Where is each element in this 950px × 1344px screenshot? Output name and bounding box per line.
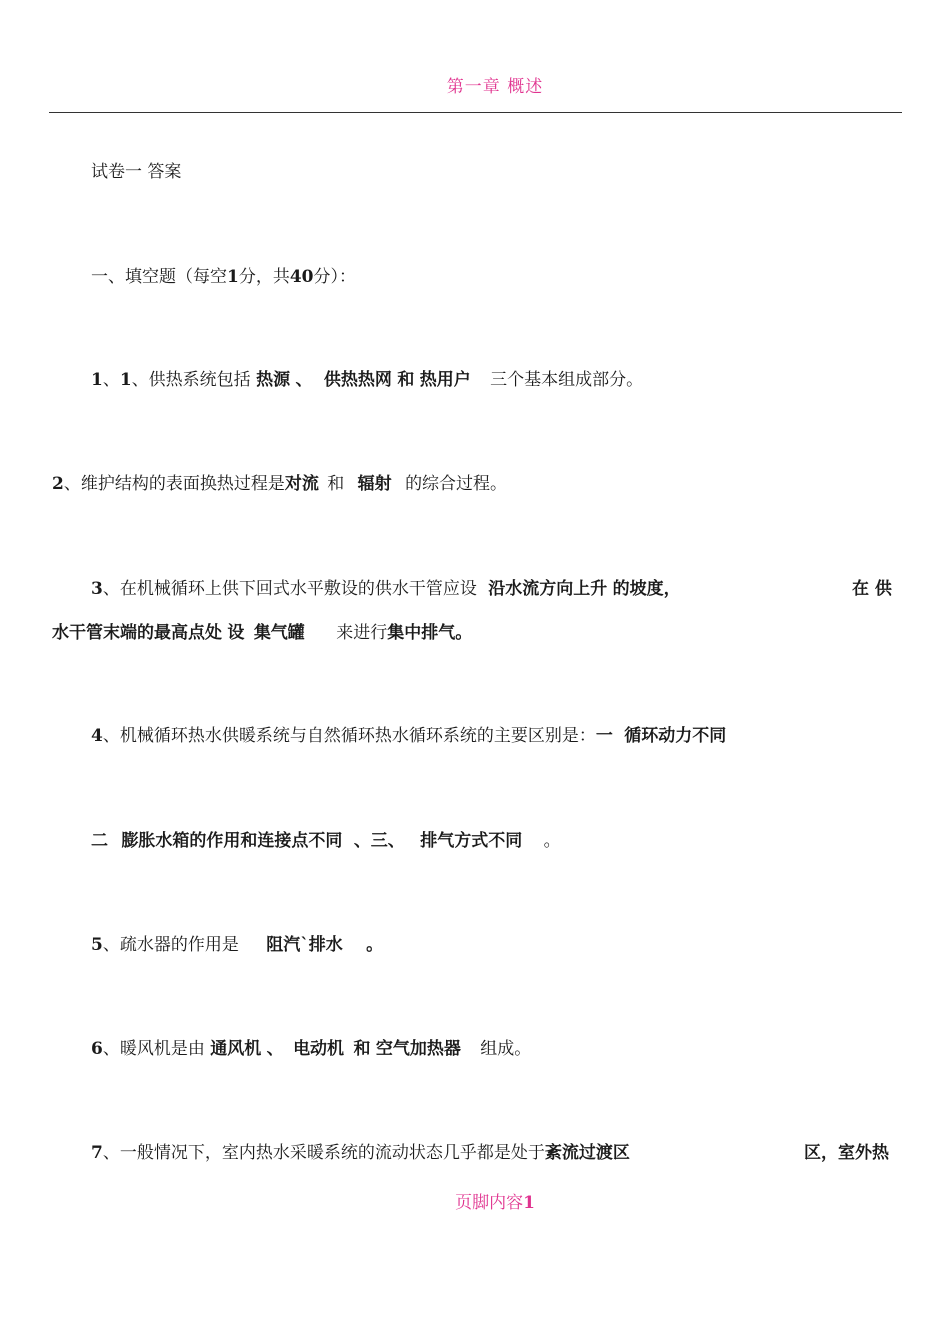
page-header: 第一章 概述: [446, 77, 544, 97]
question-3: 3、在机械循环上供下回式水平敷设的供水干管应设 沿水流方向上升 的坡度，: [91, 579, 681, 599]
question-3-right: 在 供: [852, 579, 892, 599]
answer: 供热热网: [323, 370, 392, 390]
page-footer: 页脚内容1: [455, 1193, 535, 1213]
answer: 热用户: [419, 370, 471, 390]
header-rule: [49, 112, 902, 113]
exam-title: 试卷一 答案: [91, 162, 182, 182]
answer: 空气加热器: [375, 1039, 461, 1059]
answer: 辐射: [357, 474, 392, 494]
answer: 集气罐: [253, 623, 305, 643]
question-7-right: 区，室外热: [804, 1143, 889, 1163]
page-number: 1: [523, 1193, 535, 1213]
answer: 热源: [256, 370, 291, 390]
question-3-line2: 水干管末端的最高点处 设 集气罐 来进行集中排气。: [52, 623, 473, 643]
answer: 沿水流方向上升: [488, 579, 608, 599]
answer: 电动机: [293, 1039, 345, 1059]
answer: 膨胀水箱的作用和连接点不同: [121, 831, 343, 851]
section-heading: 一、填空题（每空1分，共40分）：: [91, 267, 357, 287]
answer: 排气方式不同: [420, 831, 523, 851]
question-4: 4、机械循环热水供暖系统与自然循环热水循环系统的主要区别是：一 循环动力不同: [91, 726, 727, 746]
answer: 循环动力不同: [624, 726, 727, 746]
question-6: 6、暖风机是由 通风机 、 电动机 和 空气加热器 组成。: [91, 1039, 532, 1059]
answer: 对流: [284, 474, 319, 494]
question-2: 2、维护结构的表面换热过程是对流 和 辐射 的综合过程。: [52, 474, 508, 494]
answer: 紊流过渡区: [544, 1143, 630, 1163]
answer: 集中排气。: [387, 623, 473, 643]
answer: 通风机: [210, 1039, 262, 1059]
question-1: 1、1、供热系统包括 热源 、 供热热网 和 热用户 三个基本组成部分。: [91, 370, 644, 390]
question-7: 7、一般情况下，室内热水采暖系统的流动状态几乎都是处于紊流过渡区: [91, 1143, 630, 1163]
answer: 阻汽`排水: [266, 935, 343, 955]
question-4-line2: 二 膨胀水箱的作用和连接点不同 、三、 排气方式不同 。: [91, 831, 561, 851]
question-5: 5、疏水器的作用是 阻汽`排水 。: [91, 935, 384, 955]
